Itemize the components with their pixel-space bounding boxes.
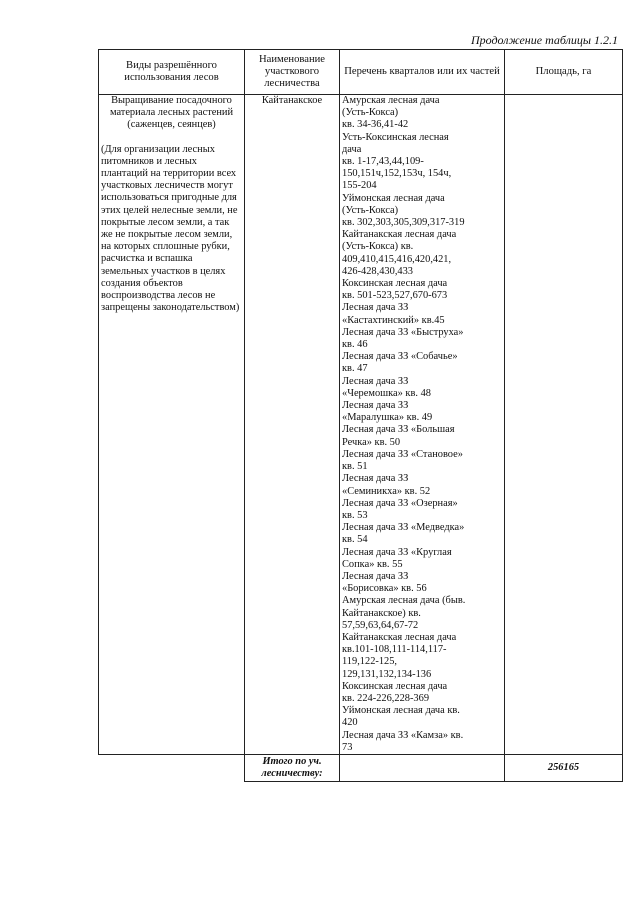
quarter-line: «Маралушка» кв. 49 — [342, 412, 433, 424]
quarter-line: кв. 54 — [342, 534, 368, 546]
quarter-line: Лесная дача ЗЗ «Собачье» — [342, 351, 458, 363]
quarter-line: кв. 501-523,527,670-673 — [342, 290, 448, 302]
quarter-line: 155-204 — [342, 180, 377, 192]
quarter-line: Амурская лесная дача — [342, 95, 440, 106]
quarter-line: Сопка» кв. 55 — [342, 558, 403, 570]
quarter-line: Лесная дача ЗЗ «Камза» кв. — [342, 729, 464, 741]
quarters-list-cell — [340, 95, 505, 755]
header-forestry-name: Наименование участкового лесничества — [245, 50, 340, 95]
quarter-line: Лесная дача ЗЗ «Медведка» — [342, 522, 465, 534]
quarter-line: Лесная дача ЗЗ — [342, 375, 409, 387]
total-row — [99, 754, 623, 781]
quarter-line: Речка» кв. 50 — [342, 436, 401, 448]
quarter-line: Уймонская лесная дача кв. — [342, 705, 460, 717]
quarter-line: кв. 224-226,228-369 — [342, 692, 430, 704]
quarter-line: кв. 53 — [342, 509, 368, 521]
table-header-row — [99, 50, 623, 95]
quarter-line: Лесная дача ЗЗ «Круглая — [342, 546, 452, 558]
quarter-line: 129,131,132,134-136 — [342, 668, 432, 680]
quarter-line: кв. 34-36,41-42 — [342, 119, 409, 131]
quarter-line: 57,59,63,64,67-72 — [342, 619, 419, 631]
total-area: 256165 — [505, 754, 623, 781]
quarter-line: Коксинская лесная дача — [342, 680, 448, 692]
quarter-line: Кайтанакское) кв. — [342, 607, 421, 619]
area-cell — [505, 95, 623, 755]
quarter-line: Лесная дача ЗЗ «Озерная» — [342, 497, 458, 509]
quarter-line: Кайтанакская лесная дача — [342, 229, 457, 241]
quarter-line: Лесная дача ЗЗ — [342, 400, 409, 412]
quarter-line: (Усть-Кокса) — [342, 204, 399, 216]
quarter-line: 119,122-125, — [342, 656, 398, 668]
usage-title: Выращивание посадочного материала лесных растений (саженцев, сеянцев) — [109, 95, 234, 131]
table-row — [99, 95, 623, 755]
quarter-line: Лесная дача ЗЗ — [342, 570, 409, 582]
total-label: Итого по уч. лесничеству: — [245, 754, 340, 781]
table-caption: Продолжение таблицы 1.2.1 — [470, 33, 618, 47]
quarter-line: (Усть-Кокса) — [342, 107, 399, 119]
forest-usage-table — [98, 49, 623, 782]
quarter-line: Лесная дача ЗЗ — [342, 473, 409, 485]
quarter-line: Амурская лесная дача (быв. — [342, 595, 466, 607]
quarter-line: Уймонская лесная дача — [342, 192, 445, 204]
quarter-line: Лесная дача ЗЗ «Большая — [342, 424, 455, 436]
quarter-line: кв. 51 — [342, 461, 368, 473]
usage-type-cell — [99, 95, 245, 755]
quarter-line: Лесная дача ЗЗ — [342, 302, 409, 314]
total-empty-quarters — [340, 754, 505, 781]
total-empty-cell — [99, 754, 245, 781]
quarter-line: «Кастахтинский» кв.45 — [342, 314, 445, 326]
header-area: Площадь, га — [505, 50, 623, 95]
quarter-line: кв.101-108,111-114,117- — [342, 644, 447, 656]
header-usage-types: Виды разрешённого использования лесов — [99, 50, 245, 95]
quarter-line: 73 — [342, 741, 353, 753]
forestry-name-cell: Кайтанакское — [245, 95, 340, 755]
quarter-line: кв. 302,303,305,309,317-319 — [342, 217, 465, 229]
quarter-line: Лесная дача ЗЗ «Быструха» — [342, 326, 464, 338]
quarter-line: Кайтанакская лесная дача — [342, 631, 457, 643]
quarter-line: 426-428,430,433 — [342, 265, 413, 277]
quarter-line: «Борисовка» кв. 56 — [342, 583, 427, 595]
quarter-line: кв. 46 — [342, 339, 368, 351]
usage-note: (Для организации лесных питомников и лесных плантаций на территории всех участковых лесничеств могут использоваться пригодные для этих целей нелесные земли, не покрытые лесом земли, а так же не покрытые лесом земли, на которых сплошные рубки, расчистка и вспашка земельных участков в целях создания объектов воспроизводства лесов не запрещены законодательством) — [101, 143, 240, 314]
quarter-line: дача — [342, 143, 362, 155]
quarter-line: кв. 1-17,43,44,109- — [342, 156, 424, 168]
quarter-line: кв. 47 — [342, 363, 368, 375]
header-quarters-list: Перечень кварталов или их частей — [340, 50, 505, 95]
quarter-line: Лесная дача ЗЗ «Становое» — [342, 448, 463, 460]
quarter-line: 409,410,415,416,420,421, — [342, 253, 452, 265]
quarter-line: «Черемошка» кв. 48 — [342, 387, 431, 399]
quarter-line: 150,151ч,152,153ч, 154ч, — [342, 168, 452, 180]
quarter-line: (Усть-Кокса) кв. — [342, 241, 414, 253]
quarter-line: 420 — [342, 717, 358, 729]
quarter-line: «Семиникха» кв. 52 — [342, 485, 431, 497]
quarter-line: Усть-Коксинская лесная — [342, 131, 449, 143]
quarter-line: Коксинская лесная дача — [342, 278, 448, 290]
